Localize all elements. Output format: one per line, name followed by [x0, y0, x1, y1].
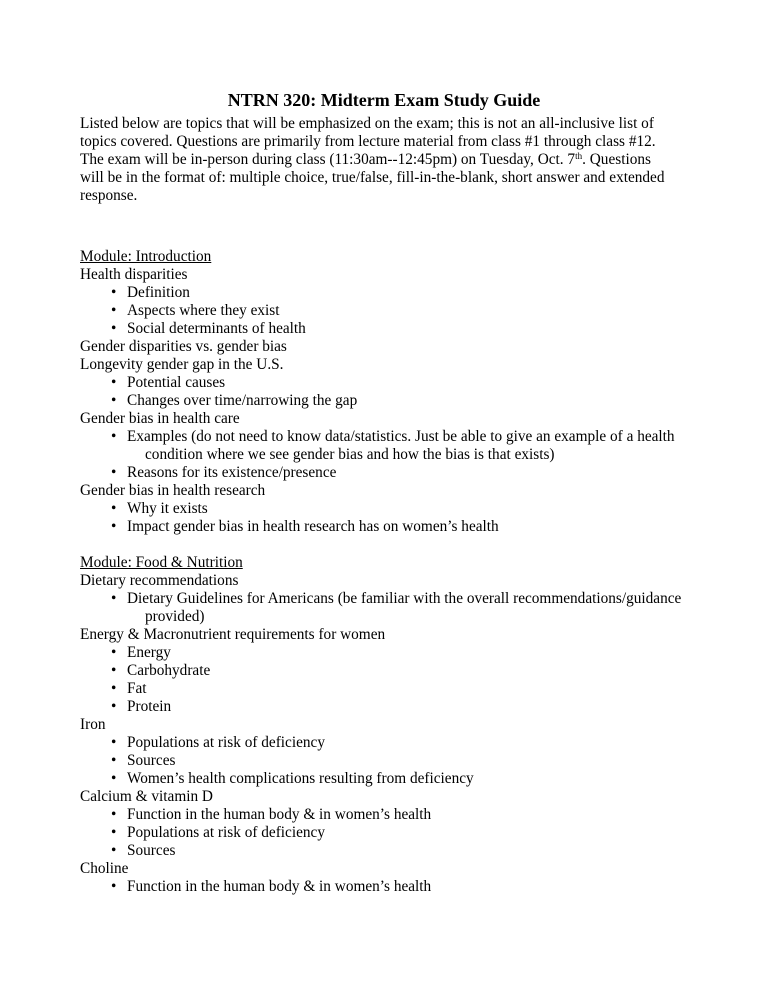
bullet-text: Impact gender bias in health research has on women’s health	[127, 518, 499, 535]
bullet-item	[80, 284, 720, 302]
spacer	[80, 536, 720, 554]
intro-line: response.	[80, 187, 138, 204]
bullet-text: Why it exists	[127, 500, 208, 517]
bullet-icon: •	[111, 824, 117, 841]
bullet-icon: •	[111, 518, 117, 535]
bullet-icon: •	[111, 464, 117, 481]
bullet-icon: •	[111, 644, 117, 661]
bullet-text: Social determinants of health	[127, 320, 306, 337]
topic-heading: Gender bias in health care	[80, 410, 240, 427]
bullet-icon: •	[111, 752, 117, 769]
bullet-item	[80, 806, 720, 824]
topic-heading: Dietary recommendations	[80, 572, 239, 589]
topic-heading: Energy & Macronutrient requirements for women	[80, 626, 386, 643]
bullet-text: Carbohydrate	[127, 662, 211, 679]
bullet-item	[80, 590, 720, 608]
bullet-item	[80, 752, 720, 770]
bullet-text: Function in the human body & in women’s health	[127, 878, 432, 895]
bullet-icon: •	[111, 770, 117, 787]
bullet-text: Protein	[127, 698, 172, 715]
bullet-text: Dietary Guidelines for Americans (be familiar with the overall recommendations/guidance	[127, 590, 682, 607]
bullet-text: Aspects where they exist	[127, 302, 280, 319]
bullet-item	[80, 734, 720, 752]
bullet-item	[80, 842, 720, 860]
bullet-icon: •	[111, 320, 117, 337]
intro-line: Listed below are topics that will be emphasized on the exam; this is not an all-inclusive list of	[80, 115, 654, 132]
bullet-item	[80, 518, 720, 536]
intro-text: The exam will be in-person during class (11:30am--12:45pm) on Tuesday, Oct. 7	[80, 151, 576, 168]
bullet-text: Populations at risk of deficiency	[127, 734, 325, 751]
bullet-item	[80, 878, 720, 896]
bullet-text: Reasons for its existence/presence	[127, 464, 337, 481]
bullet-item	[80, 392, 720, 410]
bullet-icon: •	[111, 878, 117, 895]
bullet-icon: •	[111, 734, 117, 751]
topic-list	[80, 248, 720, 896]
bullet-icon: •	[111, 680, 117, 697]
bullet-text: Women’s health complications resulting from deficiency	[127, 770, 474, 787]
bullet-text: Changes over time/narrowing the gap	[127, 392, 358, 409]
bullet-icon: •	[111, 392, 117, 409]
bullet-item	[80, 302, 720, 320]
page-title: NTRN 320: Midterm Exam Study Guide	[227, 90, 541, 110]
topic-heading: Gender disparities vs. gender bias	[80, 338, 287, 355]
bullet-item	[80, 500, 720, 518]
bullet-item	[80, 320, 720, 338]
topic-heading: Longevity gender gap in the U.S.	[80, 356, 284, 373]
bullet-icon: •	[111, 806, 117, 823]
bullet-text: Function in the human body & in women’s health	[127, 806, 432, 823]
module-title: Module: Food & Nutrition	[80, 554, 243, 571]
bullet-icon: •	[111, 284, 117, 301]
bullet-icon: •	[111, 842, 117, 859]
bullet-item	[80, 662, 720, 680]
intro-paragraph	[80, 115, 720, 205]
bullet-text: Populations at risk of deficiency	[127, 824, 325, 841]
bullet-text: Potential causes	[127, 374, 226, 391]
bullet-icon: •	[111, 428, 117, 445]
bullet-item	[80, 428, 720, 446]
bullet-text: Definition	[127, 284, 190, 301]
module-title: Module: Introduction	[80, 248, 212, 265]
bullet-icon: •	[111, 500, 117, 517]
intro-text: . Questions	[582, 151, 651, 168]
bullet-text-continuation: condition where we see gender bias and how the bias is that exists)	[145, 446, 555, 463]
bullet-text: Sources	[127, 842, 176, 859]
bullet-icon: •	[111, 590, 117, 607]
topic-heading: Choline	[80, 860, 129, 877]
bullet-item	[80, 698, 720, 716]
topic-heading: Health disparities	[80, 266, 188, 283]
bullet-text: Examples (do not need to know data/statistics. Just be able to give an example of a health	[127, 428, 675, 445]
ordinal-suffix: th	[575, 151, 583, 161]
bullet-text: Sources	[127, 752, 176, 769]
bullet-text: Energy	[127, 644, 171, 661]
bullet-item	[80, 770, 720, 788]
intro-line: topics covered. Questions are primarily from lecture material from class #1 through class #12.	[80, 133, 656, 150]
bullet-icon: •	[111, 698, 117, 715]
topic-heading: Gender bias in health research	[80, 482, 266, 499]
topic-heading: Calcium & vitamin D	[80, 788, 213, 805]
intro-line: will be in the format of: multiple choice, true/false, fill-in-the-blank, short answer and extended	[80, 169, 665, 186]
intro-line	[80, 151, 720, 169]
bullet-item	[80, 680, 720, 698]
bullet-item	[80, 824, 720, 842]
bullet-icon: •	[111, 374, 117, 391]
topic-heading: Iron	[80, 716, 106, 733]
bullet-item	[80, 644, 720, 662]
bullet-icon: •	[111, 302, 117, 319]
bullet-text: Fat	[127, 680, 147, 697]
bullet-icon: •	[111, 662, 117, 679]
bullet-item	[80, 374, 720, 392]
bullet-item	[80, 464, 720, 482]
bullet-text-continuation: provided)	[145, 608, 205, 625]
